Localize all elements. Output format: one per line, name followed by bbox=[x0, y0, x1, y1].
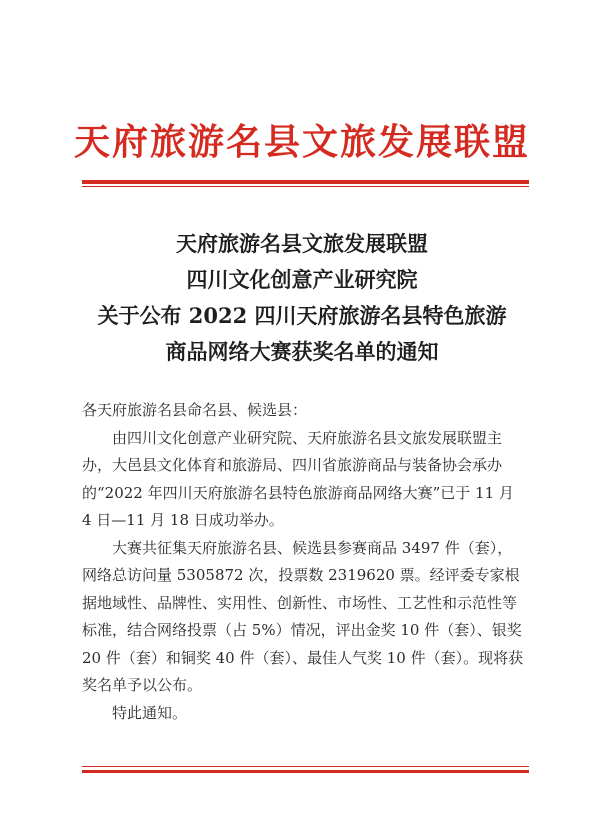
letterhead-title: 天府旅游名县文旅发展联盟 bbox=[73, 121, 530, 163]
letterhead-rule-thick bbox=[82, 180, 529, 184]
notice-body bbox=[82, 397, 527, 727]
closing-line: 特此通知。 bbox=[112, 703, 188, 722]
notice-title-line: 商品网络大赛获奖名单的通知 bbox=[165, 339, 439, 364]
notice-title-line: 关于公布 2022 四川天府旅游名县特色旅游 bbox=[97, 303, 507, 328]
letterhead-rule-thin bbox=[82, 186, 529, 187]
notice-title bbox=[0, 226, 604, 370]
body-paragraph: 大赛共征集天府旅游名县、候选县参赛商品 3497 件（套），网络总访问量 5305872 次，投票数 2319620 票。经评委专家根据地域性、品牌性、实用性、创新性、市场性、工艺性和示范性等标准，结合网络投票（占 5%）情况，评出金奖 10 件（套）、银奖 20 件（套）和铜奖 40 件（套）、最佳人气奖 10 件（套）。现将获奖名单予以公布。 bbox=[82, 538, 524, 694]
footer-rule-thick bbox=[82, 770, 529, 773]
notice-title-line: 四川文化创意产业研究院 bbox=[186, 267, 418, 292]
salutation: 各天府旅游名县命名县、候选县： bbox=[82, 401, 308, 419]
notice-title-line: 天府旅游名县文旅发展联盟 bbox=[176, 231, 428, 256]
body-paragraph: 由四川文化创意产业研究院、天府旅游名县文旅发展联盟主办，大邑县文化体育和旅游局、四川省旅游商品与装备协会承办的“2022 年四川天府旅游名县特色旅游商品网络大赛”已于 11 月 4 日—11 月 18 日成功举办。 bbox=[82, 428, 514, 529]
footer-rule-thin bbox=[82, 766, 529, 767]
